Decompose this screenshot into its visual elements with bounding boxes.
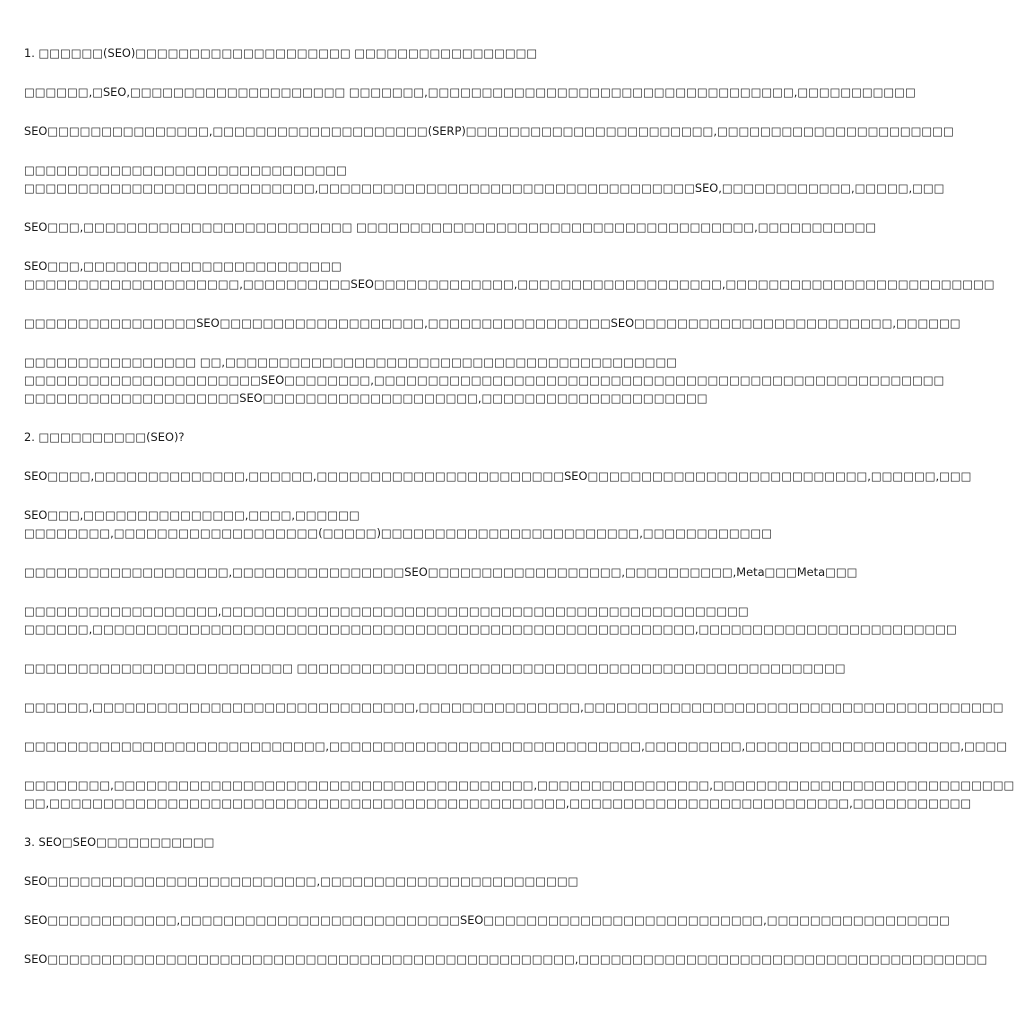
text-line: □□□□□□□□□□□□□□□□□□,□□□□□□□□□□□□□□□□□□□□□□□□□□□□□□□□□□□□□□□□□□□□□□□□□ [24,604,749,618]
text-line: SEO□□□□□□□□□□□□□□□□□□□□□□□□□,□□□□□□□□□□□□□□□□□□□□□□□□ [24,874,579,888]
text-line: SEO□□□,□□□□□□□□□□□□□□□□□□□□□□□□□ □□□□□□□□□□□□□□□□□□□□□□□□□□□□□□□□□□□□□,□□□□□□□□□□□ [24,220,877,234]
paragraph [24,563,858,581]
paragraph [24,506,772,542]
paragraph [24,737,1008,755]
text-line: □□□□□□□□,□□□□□□□□□□□□□□□□□□□□□□□□□□□□□□□□□□□□□□□,□□□□□□□□□□□□□□□□,□□□□□□□□□□□□□□□□□□□□□□□□□□□□ [24,778,1014,792]
text-line: □□□□□□□□□□□□□□□□□□□□□□□□□□□□,□□□□□□□□□□□□□□□□□□□□□□□□□□□□□,□□□□□□□□□,□□□□□□□□□□□□□□□□□□□□,□□□□ [24,739,1008,753]
paragraph [24,776,1014,812]
text-line: □□□□□□□□,□□□□□□□□□□□□□□□□□□□(□□□□□)□□□□□□□□□□□□□□□□□□□□□□□□,□□□□□□□□□□□□ [24,526,772,540]
paragraph [24,353,945,407]
paragraph [24,833,696,851]
paragraph [24,911,950,929]
text-line: SEO□□□□□□□□□□□□□□□□□□□□□□□□□□□□□□□□□□□□□□□□□□□□□□□□□,□□□□□□□□□□□□□□□□□□□□□□□□□□□□□□□□□□□□□□ [24,952,988,966]
text-line: □□□□□□□□□□□□□□□□□□□□SEO□□□□□□□□□□□□□□□□□□□□,□□□□□□□□□□□□□□□□□□□□□ [24,391,708,405]
text-line: □□□□□□,□□□□□□□□□□□□□□□□□□□□□□□□□□□□□□,□□□□□□□□□□□□□□□,□□□□□□□□□□□□□□□□□□□□□□□□□□□□□□□□□□□□□□□ [24,700,1004,714]
text-line: SEO□□□□,□□□□□□□□□□□□□□,□□□□□□,□□□□□□□□□□□□□□□□□□□□□□□SEO□□□□□□□□□□□□□□□□□□□□□□□□□□,□□□□□□,□□□ [24,469,972,483]
text-line: SEO□□□□□□□□□□□□,□□□□□□□□□□□□□□□□□□□□□□□□□□SEO□□□□□□□□□□□□□□□□□□□□□□□□□□,□□□□□□□□□□□□□□□□□ [24,913,950,927]
paragraph [24,950,988,968]
paragraph [24,428,696,446]
paragraph [24,122,954,140]
text-line: □□□□□□□□□□□□□□□□ □□,□□□□□□□□□□□□□□□□□□□□□□□□□□□□□□□□□□□□□□□□□□ [24,355,677,369]
paragraph [24,161,945,197]
text-line: SEO□□□□□□□□□□□□□□□,□□□□□□□□□□□□□□□□□□□□(SERP)□□□□□□□□□□□□□□□□□□□□□□□,□□□□□□□□□□□□□□□□□□□□□□ [24,124,954,138]
text-line: 1. □□□□□□(SEO)□□□□□□□□□□□□□□□□□□□□ □□□□□□□□□□□□□□□□□ [24,46,538,60]
paragraph [24,467,972,485]
text-line: 3. SEO□SEO□□□□□□□□□□□ [24,835,215,849]
document-body [24,44,1014,989]
text-line: SEO□□□,□□□□□□□□□□□□□□□,□□□□,□□□□□□ [24,508,360,522]
paragraph [24,314,961,332]
paragraph [24,44,696,62]
text-line: □□□□□□□□□□□□□□□□□□□□□□□□□□□,□□□□□□□□□□□□□□□□□□□□□□□□□□□□□□□□□□□SEO,□□□□□□□□□□□□,□□□□□,□□□ [24,181,945,195]
paragraph [24,257,995,293]
text-line: □□□□□□□□□□□□□□□□□□□,□□□□□□□□□□□□□□□□SEO□□□□□□□□□□□□□□□□□□,□□□□□□□□□□,Meta□□□Meta□□□ [24,565,858,579]
text-line: □□□□□□,□SEO,□□□□□□□□□□□□□□□□□□□□ □□□□□□□,□□□□□□□□□□□□□□□□□□□□□□□□□□□□□□□□□□,□□□□□□□□□□□ [24,85,916,99]
text-line: □□,□□□□□□□□□□□□□□□□□□□□□□□□□□□□□□□□□□□□□□□□□□□□□□□□,□□□□□□□□□□□□□□□□□□□□□□□□□□,□□□□□□□□□□□ [24,796,972,810]
text-line: 2. □□□□□□□□□□(SEO)? [24,430,185,444]
text-line: □□□□□□□□□□□□□□□□SEO□□□□□□□□□□□□□□□□□□□,□□□□□□□□□□□□□□□□□SEO□□□□□□□□□□□□□□□□□□□□□□□□,□□□□□□ [24,316,961,330]
text-line: □□□□□□□□□□□□□□□□□□□□,□□□□□□□□□□SEO□□□□□□□□□□□□□,□□□□□□□□□□□□□□□□□□□,□□□□□□□□□□□□□□□□□□□□□□□□□ [24,277,995,291]
paragraph [24,872,696,890]
text-line: □□□□□□□□□□□□□□□□□□□□□□SEO□□□□□□□□,□□□□□□□□□□□□□□□□□□□□□□□□□□□□□□□□□□□□□□□□□□□□□□□□□□□□□ [24,373,945,387]
paragraph [24,83,916,101]
paragraph [24,218,877,236]
text-line: □□□□□□,□□□□□□□□□□□□□□□□□□□□□□□□□□□□□□□□□□□□□□□□□□□□□□□□□□□□□□□□,□□□□□□□□□□□□□□□□□□□□□□□□ [24,622,957,636]
text-line: □□□□□□□□□□□□□□□□□□□□□□□□□□□□□□ [24,163,347,177]
text-line: □□□□□□□□□□□□□□□□□□□□□□□□□ □□□□□□□□□□□□□□□□□□□□□□□□□□□□□□□□□□□□□□□□□□□□□□□□□□□ [24,661,846,675]
paragraph [24,698,1004,716]
paragraph [24,602,957,638]
text-line: SEO□□□,□□□□□□□□□□□□□□□□□□□□□□□□ [24,259,342,273]
paragraph [24,659,846,677]
